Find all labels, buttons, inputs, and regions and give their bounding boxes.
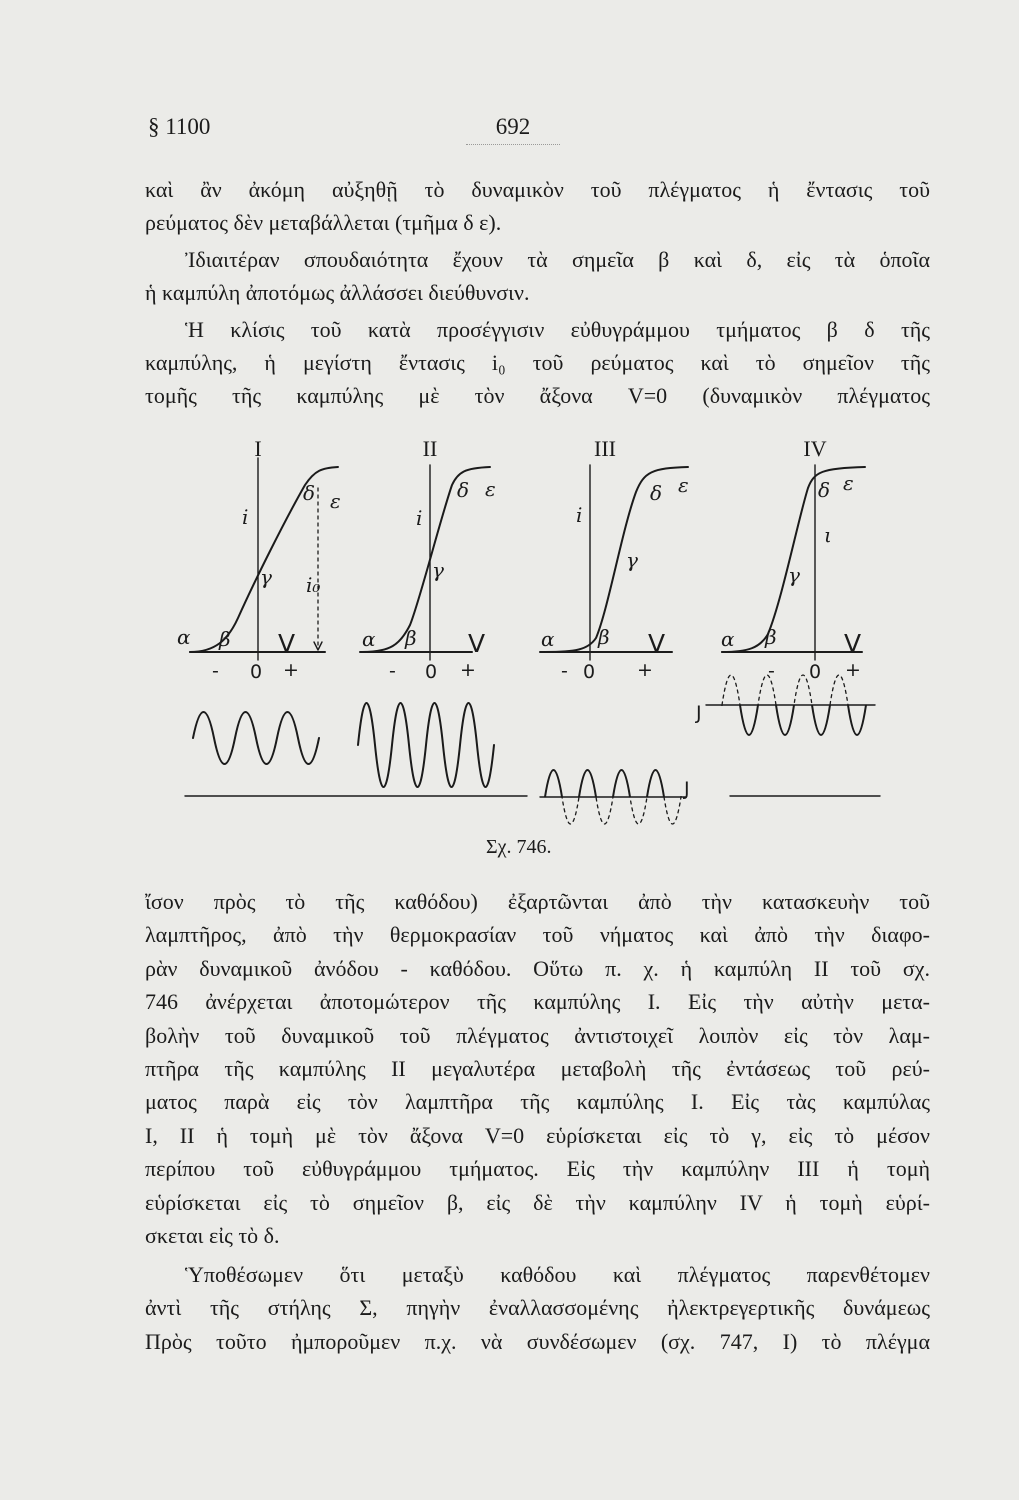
label-minus: - <box>212 660 219 682</box>
panel-numeral: III <box>594 436 616 461</box>
panel-iii <box>540 436 690 824</box>
label-current: ι <box>824 523 832 547</box>
label-zero: 0 <box>583 661 596 683</box>
panel-i <box>177 436 341 764</box>
text-line: ρὰν δυναμικοῦ ἀνόδου - καθόδου. Οὕτω π. χ. ἡ καμπύλη II τοῦ σχ. <box>145 955 930 981</box>
label-delta: δ <box>303 481 316 505</box>
label-gamma: γ <box>788 563 800 587</box>
label-current-j: J <box>696 702 702 724</box>
text-line: ρεύματος δὲν μεταβάλλεται (τμῆμα δ ε). <box>145 210 502 236</box>
label-delta: δ <box>457 478 470 502</box>
characteristic-curve <box>362 467 490 652</box>
text-line: Πρὸς τοῦτο ἠμποροῦμεν π.χ. νὰ συνδέσωμεν (σχ. 747, I) τὸ πλέγμα <box>145 1328 930 1354</box>
text-line: τομῆς τῆς καμπύλης μὲ τὸν ἄξονα V=0 (δυναμικὸν πλέγματος <box>145 383 930 409</box>
label-beta: β <box>219 627 231 651</box>
label-beta: β <box>598 625 610 649</box>
label-zero: 0 <box>809 661 822 683</box>
label-current: i <box>242 505 249 529</box>
text-line: σκεται εἰς τὸ δ. <box>145 1222 280 1248</box>
text-line: περίπου τοῦ εὐθυγράμμου τμήματος. Εἰς τὴν καμπύλην III ἡ τομὴ <box>145 1156 930 1182</box>
text-line: πτῆρα τῆς καμπύλης II μεγαλυτέρα μεταβολὴ τῆς ἐντάσεως τοῦ ρεύ- <box>145 1055 930 1081</box>
label-voltage: V <box>468 629 486 658</box>
text-block-top <box>145 173 930 413</box>
text-line: I, II ἡ τομὴ μὲ τὸν ἄξονα V=0 εὑρίσκεται εἰς τὸ γ, εἰς τὸ μέσον <box>145 1122 930 1148</box>
page-number: 692 <box>466 112 560 145</box>
label-plus: + <box>845 659 861 681</box>
text-line: ἀντὶ τῆς στήλης Σ, πηγὴν ἐναλλασσομένης ἠλεκτρεγερτικῆς δυνάμεως <box>145 1295 930 1321</box>
text-line: Ἰδιαιτέραν σπουδαιότητα ἔχουν τὰ σημεῖα β καὶ δ, εἰς τὰ ὁποῖα <box>185 246 930 272</box>
label-epsilon: ε <box>843 471 854 495</box>
label-plus: + <box>460 659 476 681</box>
label-zero: 0 <box>250 661 263 683</box>
label-plus: + <box>637 659 653 681</box>
text-line: ἴσον πρὸς τὸ τῆς καθόδου) ἐξαρτῶνται ἀπὸ τὴν κατασκευὴν τοῦ <box>145 889 930 914</box>
section-number: § 1100 <box>148 114 211 139</box>
label-gamma: γ <box>260 565 272 589</box>
text-block-last-paragraph <box>145 1258 930 1358</box>
label-alpha: α <box>177 625 191 649</box>
text-line: βολὴν τοῦ δυναμικοῦ τοῦ πλέγματος ἀντιστοιχεῖ λοιπὸν εἰς τὸν λαμ- <box>145 1022 930 1048</box>
label-voltage: V <box>844 629 862 658</box>
label-epsilon: ε <box>330 489 341 513</box>
label-beta: β <box>405 626 417 650</box>
panel-numeral: II <box>422 436 438 461</box>
characteristic-curve <box>190 467 338 652</box>
text-line: λαμπτῆρος, ἀπὸ τὴν θερμοκρασίαν τοῦ νήματος καὶ ἀπὸ τὴν διαφο- <box>145 922 930 948</box>
label-max-current: i₀ <box>306 573 321 597</box>
text-line: Ἡ κλίσις τοῦ κατὰ προσέγγισιν εὐθυγράμμου τμήματος β δ τῆς <box>185 316 930 342</box>
grid-voltage-wave <box>358 703 494 787</box>
figure-746 <box>0 420 1019 840</box>
label-zero: 0 <box>425 661 438 683</box>
text-line: 746 ἀνέρχεται ἀποτομώτερον τῆς καμπύλης I. Εἰς τὴν αὐτὴν μετα- <box>145 989 930 1015</box>
label-alpha: α <box>721 627 735 651</box>
panel-numeral: IV <box>803 436 827 461</box>
label-gamma: γ <box>626 548 638 572</box>
panel-ii <box>358 436 496 787</box>
label-gamma: γ <box>432 558 444 582</box>
text-line: ματος παρὰ εἰς τὸν λαμπτῆρα τῆς καμπύλης I. Εἰς τὰς καμπύλας <box>145 1089 930 1115</box>
label-epsilon: ε <box>485 477 496 501</box>
label-plus: + <box>283 659 299 681</box>
text-line: καὶ ἂν ἀκόμη αὐξηθῇ τὸ δυναμικὸν τοῦ πλέγματος ἡ ἔντασις τοῦ <box>145 177 930 202</box>
label-beta: β <box>765 625 777 649</box>
text-line: εὑρίσκεται εἰς τὸ σημεῖον β, εἰς δὲ τὴν καμπύλην IV ἡ τομὴ εὑρί- <box>145 1189 930 1215</box>
text-block-bottom <box>145 885 930 1252</box>
label-voltage: V <box>278 629 296 658</box>
label-minus: - <box>389 660 396 682</box>
text-line: Ὑποθέσωμεν ὅτι μεταξὺ καθόδου καὶ πλέγματος παρενθέτομεν <box>185 1262 930 1287</box>
label-current: i <box>416 506 423 530</box>
text-line: καμπύλης, ἡ μεγίστη ἔντασις i₀ τοῦ ρεύματος καὶ τὸ σημεῖον τῆς <box>145 349 930 375</box>
label-minus: - <box>768 660 775 682</box>
figure-caption: Σχ. 746. <box>486 836 552 858</box>
label-current: i <box>576 503 583 527</box>
text-line: ἡ καμπύλη ἀποτόμως ἀλλάσσει διεύθυνσιν. <box>145 280 530 306</box>
label-alpha: α <box>362 627 376 651</box>
label-epsilon: ε <box>678 473 689 497</box>
panel-iv <box>695 436 880 796</box>
grid-voltage-wave <box>193 712 319 764</box>
label-minus: - <box>561 660 568 682</box>
label-current-j: J <box>684 778 690 800</box>
label-voltage: V <box>648 629 666 658</box>
label-alpha: α <box>541 627 555 651</box>
panel-numeral: I <box>254 436 262 461</box>
characteristic-curve <box>545 467 688 652</box>
label-delta: δ <box>818 478 831 502</box>
label-delta: δ <box>650 481 663 505</box>
